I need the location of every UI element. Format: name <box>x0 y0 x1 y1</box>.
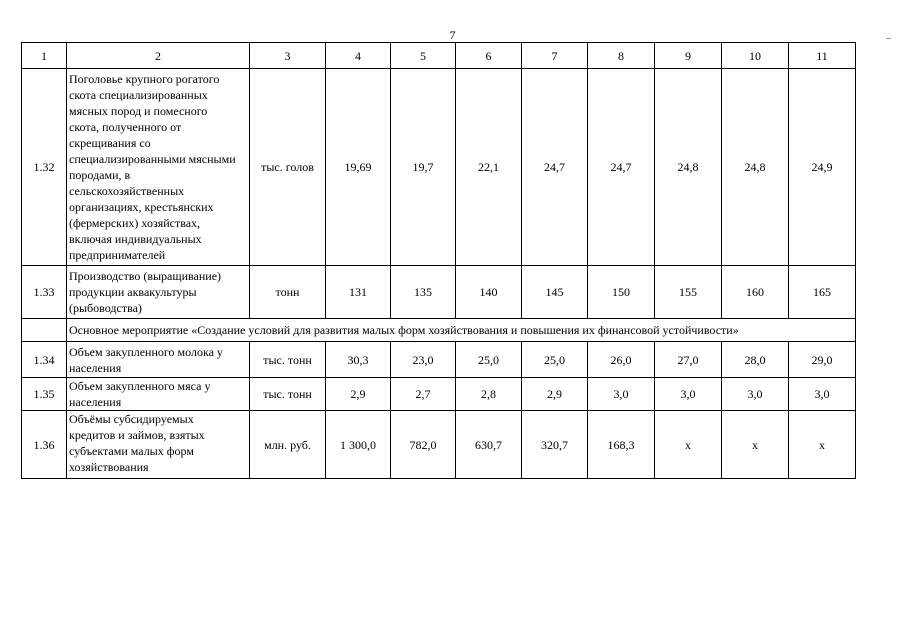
value-cell: 24,7 <box>588 69 655 266</box>
value-cell: 140 <box>456 266 522 319</box>
value-cell: 2,7 <box>391 378 456 411</box>
description-line: Производство (выращивание) <box>69 269 222 283</box>
value-cell: 19,69 <box>326 69 391 266</box>
value-cell: 320,7 <box>522 411 588 479</box>
description-line: Объёмы субсидируемых <box>69 412 194 426</box>
description-line: организациях, крестьянских <box>69 200 214 214</box>
value-cell: 3,0 <box>655 378 722 411</box>
column-header: 6 <box>456 43 522 69</box>
value-cell: 24,7 <box>522 69 588 266</box>
row-number: 1.34 <box>22 342 67 378</box>
value-cell: 2,8 <box>456 378 522 411</box>
row-number: 1.36 <box>22 411 67 479</box>
row-number: 1.32 <box>22 69 67 266</box>
value-cell: 782,0 <box>391 411 456 479</box>
value-cell: 30,3 <box>326 342 391 378</box>
value-cell: 22,1 <box>456 69 522 266</box>
row-description <box>67 411 250 479</box>
column-header: 8 <box>588 43 655 69</box>
section-row <box>22 319 856 342</box>
value-cell: 3,0 <box>722 378 789 411</box>
column-header: 3 <box>250 43 326 69</box>
description-line: скота, полученного от <box>69 120 182 134</box>
value-cell: 19,7 <box>391 69 456 266</box>
table-row <box>22 378 856 411</box>
description-line: хозяйствования <box>69 460 149 474</box>
unit-cell: тыс. тонн <box>250 378 326 411</box>
column-header: 5 <box>391 43 456 69</box>
row-description <box>67 266 250 319</box>
value-cell: х <box>789 411 856 479</box>
description-line: (фермерских) хозяйствах, <box>69 216 201 230</box>
value-cell: 23,0 <box>391 342 456 378</box>
value-cell: 27,0 <box>655 342 722 378</box>
description-line: скрещивания со <box>69 136 151 150</box>
description-line: (рыбоводства) <box>69 301 142 315</box>
column-header: 1 <box>22 43 67 69</box>
description-line: скота специализированных <box>69 88 208 102</box>
value-cell: 1 300,0 <box>326 411 391 479</box>
value-cell: 3,0 <box>789 378 856 411</box>
table-header-row <box>22 43 856 69</box>
column-header: 9 <box>655 43 722 69</box>
indicators-table <box>21 42 856 479</box>
section-heading: Основное мероприятие «Создание условий для развития малых форм хозяйствования и повышения их финансовой устойчивости» <box>67 319 856 342</box>
row-number <box>22 319 67 342</box>
table-row <box>22 69 856 266</box>
description-line: Объем закупленного мяса у <box>69 379 211 393</box>
value-cell: 131 <box>326 266 391 319</box>
description-line: населения <box>69 395 122 409</box>
column-header: 7 <box>522 43 588 69</box>
value-cell: 155 <box>655 266 722 319</box>
value-cell: 160 <box>722 266 789 319</box>
value-cell: 2,9 <box>522 378 588 411</box>
value-cell: х <box>722 411 789 479</box>
table-row <box>22 411 856 479</box>
unit-cell: тыс. тонн <box>250 342 326 378</box>
unit-cell: тыс. голов <box>250 69 326 266</box>
value-cell: 24,8 <box>655 69 722 266</box>
corner-mark: – <box>886 33 891 44</box>
value-cell: 165 <box>789 266 856 319</box>
description-line: кредитов и займов, взятых <box>69 428 205 442</box>
value-cell: 29,0 <box>789 342 856 378</box>
value-cell: х <box>655 411 722 479</box>
value-cell: 145 <box>522 266 588 319</box>
column-header: 11 <box>789 43 856 69</box>
description-line: продукции аквакультуры <box>69 285 197 299</box>
value-cell: 24,8 <box>722 69 789 266</box>
description-line: специализированными мясными <box>69 152 236 166</box>
description-line: населения <box>69 360 122 375</box>
column-header: 2 <box>67 43 250 69</box>
value-cell: 150 <box>588 266 655 319</box>
description-line: включая индивидуальных <box>69 232 202 246</box>
description-line: субъектами малых форм <box>69 444 194 458</box>
description-line: породами, в <box>69 168 131 182</box>
column-header: 4 <box>326 43 391 69</box>
row-description <box>67 69 250 266</box>
unit-cell: тонн <box>250 266 326 319</box>
value-cell: 24,9 <box>789 69 856 266</box>
value-cell: 28,0 <box>722 342 789 378</box>
value-cell: 25,0 <box>522 342 588 378</box>
description-line: Объем закупленного молока у <box>69 344 223 359</box>
row-description <box>67 342 250 378</box>
row-number: 1.33 <box>22 266 67 319</box>
description-line: мясных пород и помесного <box>69 104 208 118</box>
value-cell: 168,3 <box>588 411 655 479</box>
unit-cell: млн. руб. <box>250 411 326 479</box>
value-cell: 135 <box>391 266 456 319</box>
description-line: сельскохозяйственных <box>69 184 185 198</box>
value-cell: 2,9 <box>326 378 391 411</box>
table-row <box>22 342 856 378</box>
page-number: 7 <box>449 28 456 42</box>
row-number: 1.35 <box>22 378 67 411</box>
value-cell: 3,0 <box>588 378 655 411</box>
column-header: 10 <box>722 43 789 69</box>
description-line: Поголовье крупного рогатого <box>69 72 220 86</box>
description-line: предпринимателей <box>69 248 166 262</box>
value-cell: 630,7 <box>456 411 522 479</box>
row-description <box>67 378 250 411</box>
table-row <box>22 266 856 319</box>
value-cell: 25,0 <box>456 342 522 378</box>
value-cell: 26,0 <box>588 342 655 378</box>
